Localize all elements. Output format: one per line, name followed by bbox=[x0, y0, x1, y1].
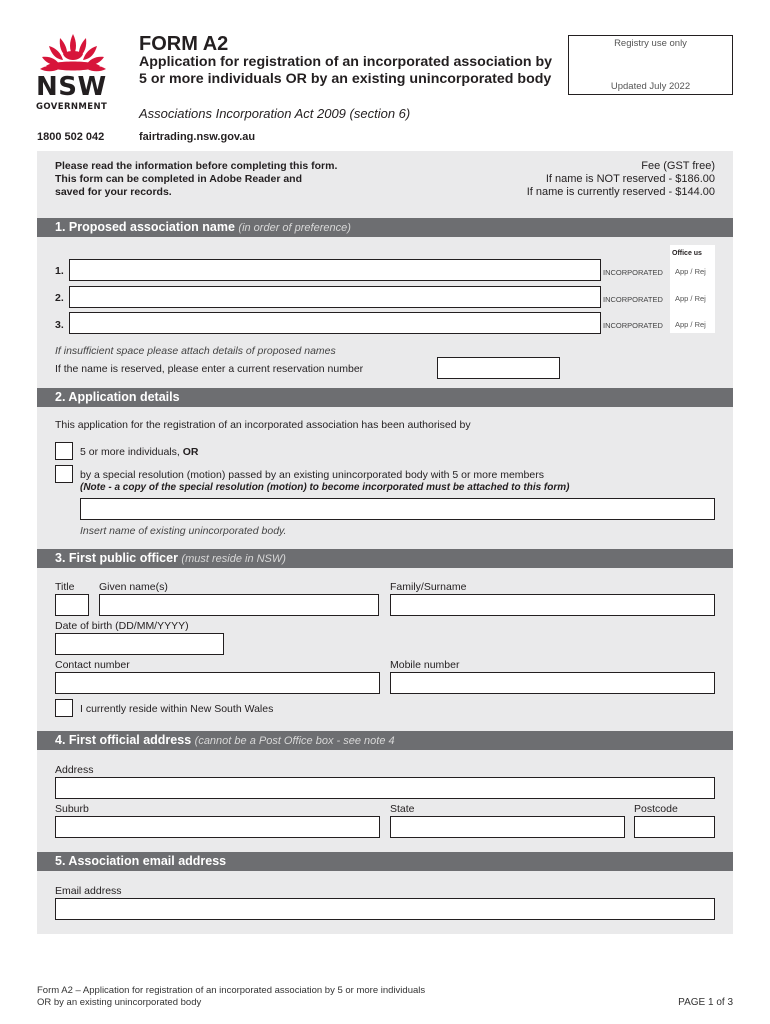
section-3-title: 3. First public officer bbox=[55, 551, 178, 565]
form-subtitle: Application for registration of an incorporated association by 5 or more individuals OR by an existing unincorporated body bbox=[139, 54, 553, 87]
email-label: Email address bbox=[55, 885, 122, 897]
title-label: Title bbox=[55, 581, 75, 593]
office-use-label: Office us bbox=[672, 250, 702, 257]
section-3-note: (must reside in NSW) bbox=[181, 553, 286, 565]
reservation-number-input[interactable] bbox=[437, 357, 560, 379]
intro-line-2: This form can be completed in Adobe Reader and bbox=[55, 173, 302, 185]
title-input[interactable] bbox=[55, 594, 89, 616]
contact-number-label: Contact number bbox=[55, 659, 130, 671]
proposed-name-2-input[interactable] bbox=[69, 286, 601, 308]
option-5-individuals-label bbox=[80, 446, 198, 458]
registry-label: Registry use only bbox=[614, 38, 687, 49]
footer-form-title bbox=[37, 985, 425, 1009]
name-row-1-number: 1. bbox=[55, 265, 64, 277]
intro-line-1: Please read the information before completing this form. bbox=[55, 160, 338, 172]
insufficient-space-note: If insufficient space please attach details of proposed names bbox=[55, 345, 336, 357]
form-act: Associations Incorporation Act 2009 (section 6) bbox=[139, 106, 411, 121]
name-row-3-app-rej: App / Rej bbox=[675, 320, 706, 329]
reservation-label: If the name is reserved, please enter a current reservation number bbox=[55, 363, 364, 375]
contact-number-input[interactable] bbox=[55, 672, 380, 694]
proposed-name-3-input[interactable] bbox=[69, 312, 601, 334]
option-1-or: OR bbox=[182, 446, 199, 458]
registry-use-box bbox=[568, 35, 733, 95]
phone-number: 1800 502 042 bbox=[37, 131, 105, 143]
special-resolution-note: (Note - a copy of the special resolution (motion) to become incorporated must be attached to this form) bbox=[80, 482, 570, 493]
name-row-1-suffix: INCORPORATED bbox=[603, 268, 663, 277]
fee-reserved: If name is currently reserved - $144.00 bbox=[526, 186, 715, 198]
dob-input[interactable] bbox=[55, 633, 224, 655]
section-2-title: 2. Application details bbox=[55, 390, 180, 404]
name-row-2-app-rej: App / Rej bbox=[675, 294, 706, 303]
section-1-header bbox=[37, 218, 733, 237]
option-special-resolution-label: by a special resolution (motion) passed by an existing unincorporated body with 5 or more members bbox=[80, 469, 544, 481]
section-1-title: 1. Proposed association name bbox=[55, 220, 235, 234]
address-input[interactable] bbox=[55, 777, 715, 799]
existing-body-name-input[interactable] bbox=[80, 498, 715, 520]
existing-body-hint: Insert name of existing unincorporated body. bbox=[80, 525, 287, 537]
fee-title: Fee (GST free) bbox=[641, 160, 715, 172]
postcode-label: Postcode bbox=[634, 803, 678, 815]
suburb-label: Suburb bbox=[55, 803, 89, 815]
given-names-input[interactable] bbox=[99, 594, 379, 616]
dob-label: Date of birth (DD/MM/YYYY) bbox=[55, 620, 189, 632]
intro-text bbox=[55, 160, 337, 199]
mobile-number-label: Mobile number bbox=[390, 659, 460, 671]
page-number: PAGE 1 of 3 bbox=[678, 997, 733, 1008]
option-1-text: 5 or more individuals, bbox=[80, 446, 183, 458]
name-row-3-number: 3. bbox=[55, 319, 64, 331]
website-link[interactable]: fairtrading.nsw.gov.au bbox=[139, 131, 256, 143]
fee-info bbox=[527, 160, 715, 199]
logo-nsw: NSW bbox=[36, 72, 107, 102]
reside-nsw-label: I currently reside within New South Wales bbox=[80, 703, 274, 715]
section-4-header bbox=[37, 731, 733, 750]
state-label: State bbox=[390, 803, 415, 815]
section-1-note: (in order of preference) bbox=[238, 222, 351, 234]
fee-not-reserved: If name is NOT reserved - $186.00 bbox=[545, 173, 715, 185]
section-4-title: 4. First official address bbox=[55, 733, 192, 747]
postcode-input[interactable] bbox=[634, 816, 715, 838]
proposed-name-1-input[interactable] bbox=[69, 259, 601, 281]
suburb-input[interactable] bbox=[55, 816, 380, 838]
name-row-3-suffix: INCORPORATED bbox=[603, 321, 663, 330]
name-row-1-app-rej: App / Rej bbox=[675, 267, 706, 276]
authorised-by-text: This application for the registration of an incorporated association has been authorised by bbox=[55, 419, 471, 431]
family-name-label: Family/Surname bbox=[390, 581, 467, 593]
updated-date: Updated July 2022 bbox=[610, 81, 691, 92]
section-3-header bbox=[37, 549, 733, 568]
family-name-input[interactable] bbox=[390, 594, 715, 616]
mobile-number-input[interactable] bbox=[390, 672, 715, 694]
reside-nsw-checkbox[interactable] bbox=[55, 699, 73, 717]
nsw-logo-text bbox=[36, 74, 107, 112]
section-5-header bbox=[37, 852, 733, 871]
section-4-note: (cannot be a Post Office box - see note 4 bbox=[194, 735, 395, 747]
intro-line-3: saved for your records. bbox=[55, 186, 172, 198]
logo-government: GOVERNMENT bbox=[36, 102, 108, 112]
name-row-2-number: 2. bbox=[55, 292, 64, 304]
given-names-label: Given name(s) bbox=[99, 581, 168, 593]
section-2-header bbox=[37, 388, 733, 407]
option-special-resolution-checkbox[interactable] bbox=[55, 465, 73, 483]
name-row-2-suffix: INCORPORATED bbox=[603, 295, 663, 304]
address-label: Address bbox=[55, 764, 94, 776]
footer-line-1: Form A2 – Application for registration of an incorporated association by 5 or more individuals bbox=[37, 985, 426, 996]
form-title: FORM A2 bbox=[139, 33, 229, 55]
section-5-title: 5. Association email address bbox=[55, 854, 227, 868]
footer-line-2: OR by an existing unincorporated body bbox=[37, 997, 202, 1008]
state-input[interactable] bbox=[390, 816, 625, 838]
email-input[interactable] bbox=[55, 898, 715, 920]
option-5-individuals-checkbox[interactable] bbox=[55, 442, 73, 460]
